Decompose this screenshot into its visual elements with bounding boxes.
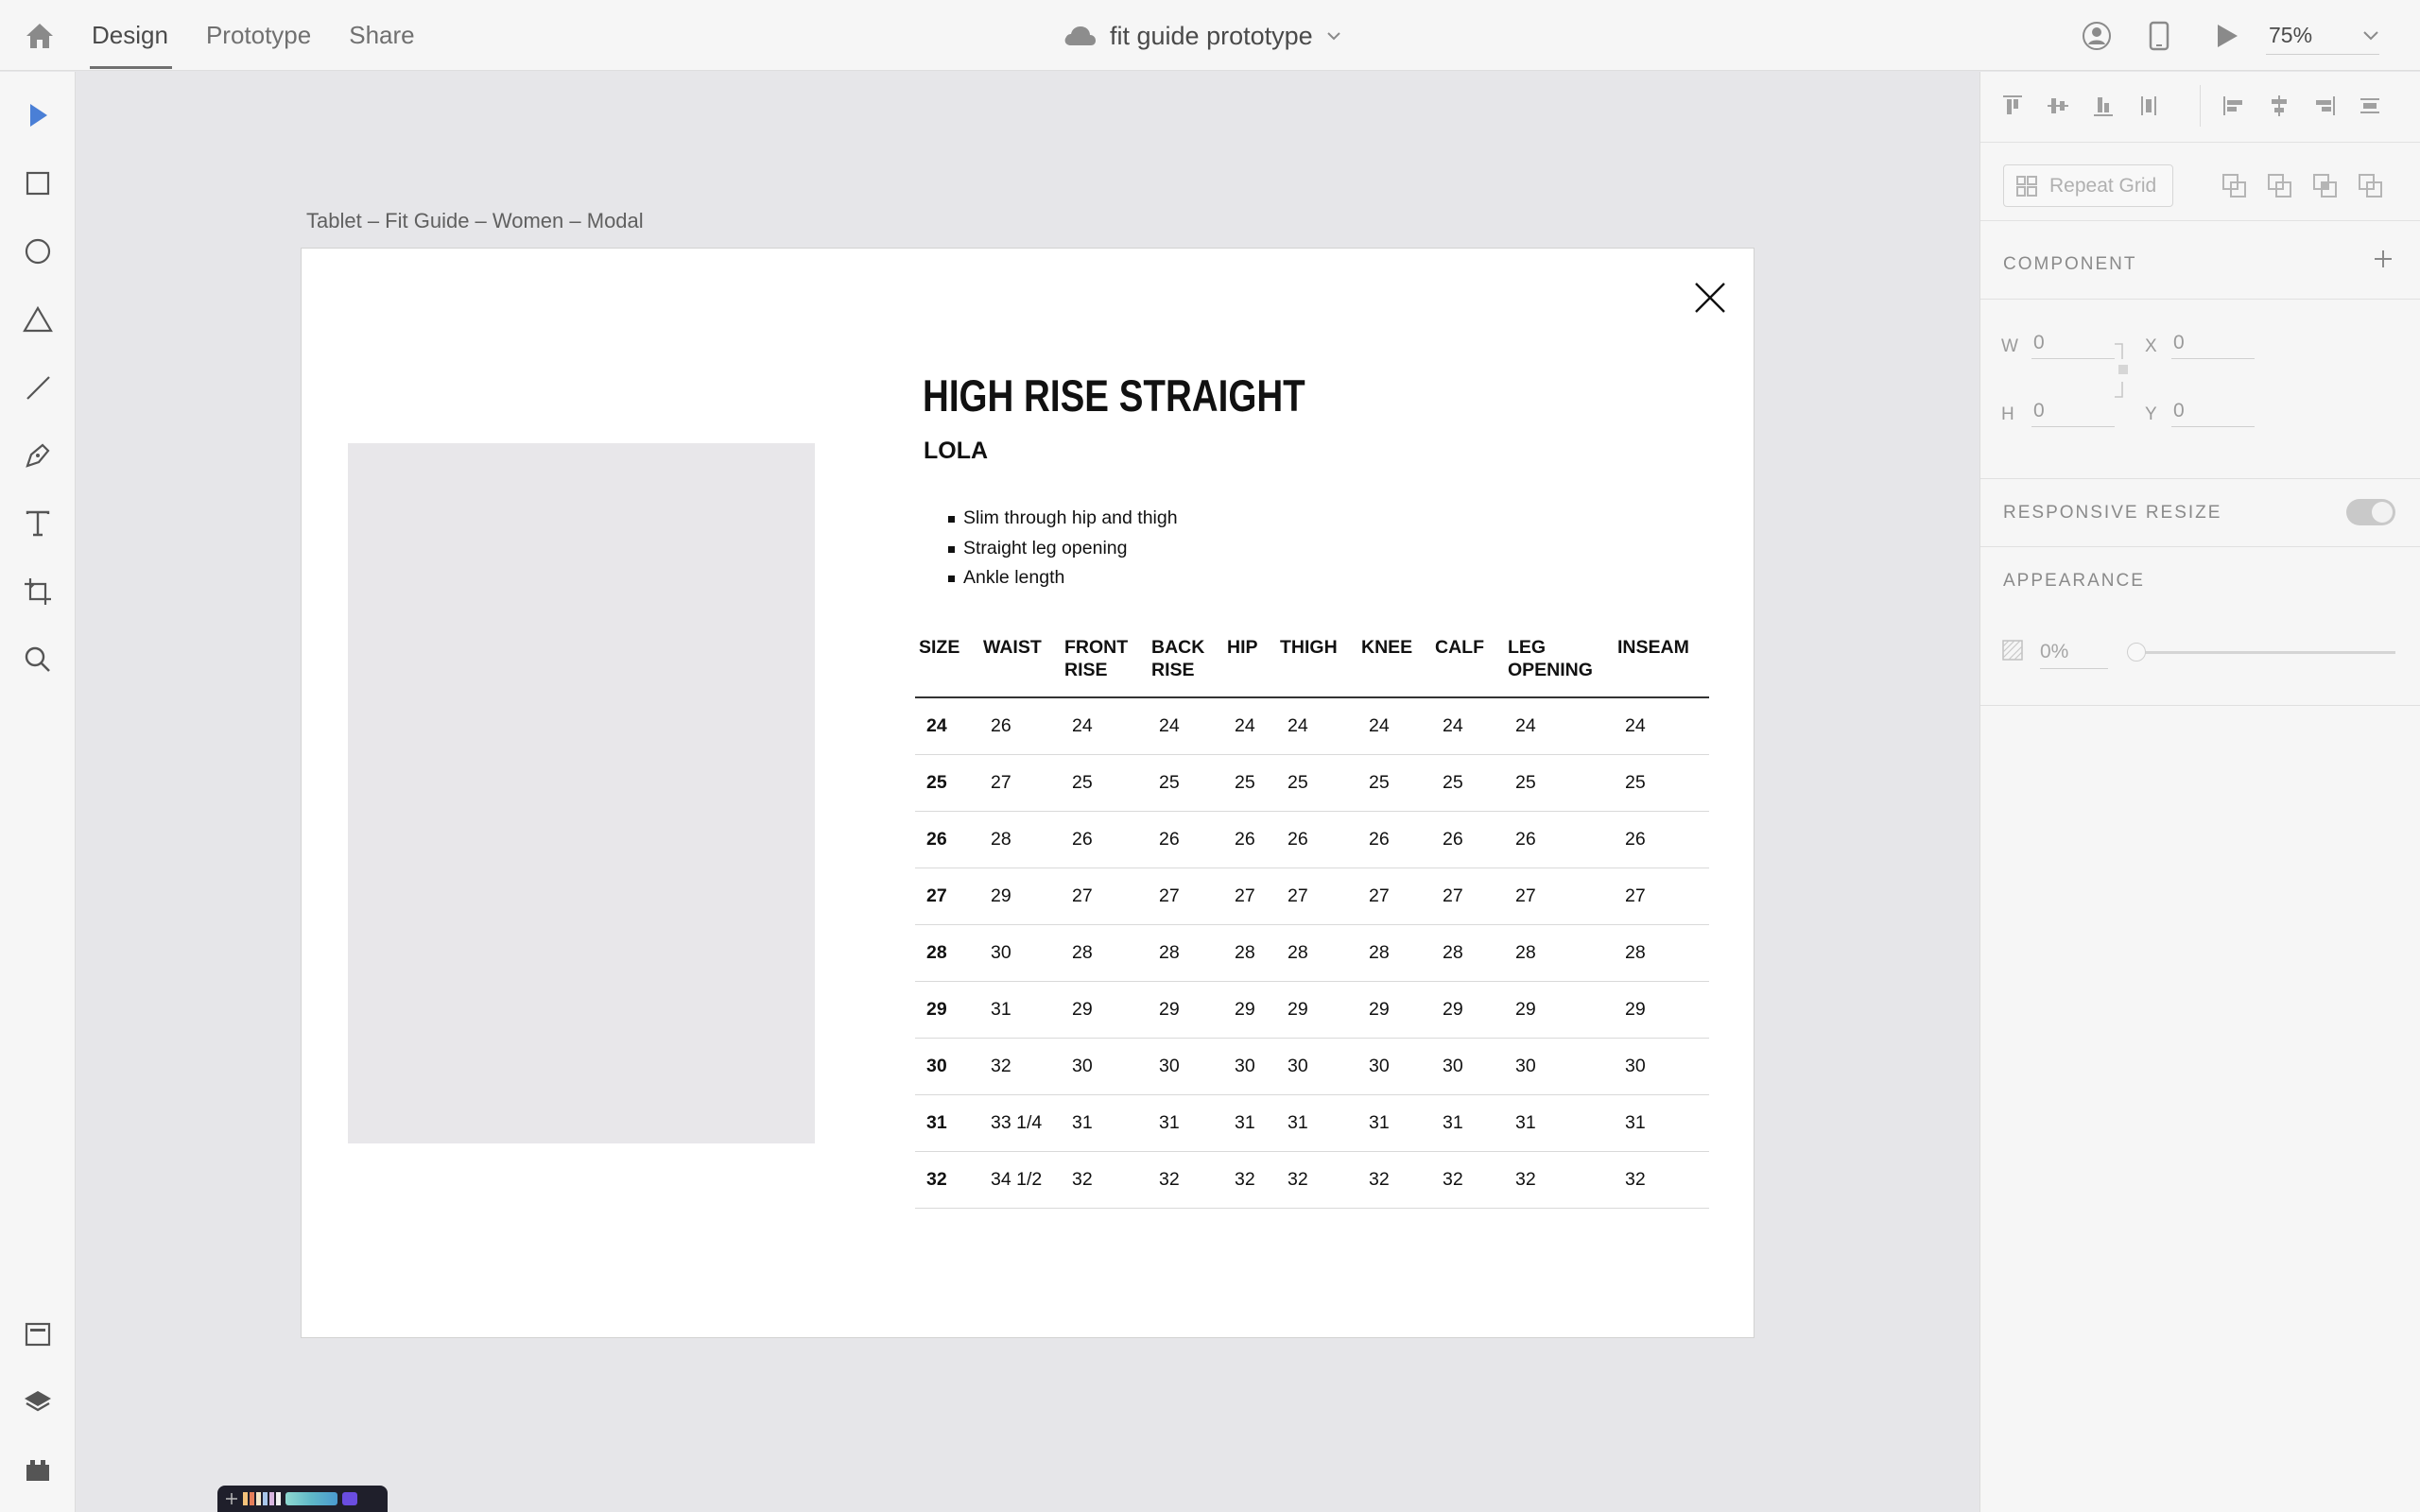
table-row bbox=[915, 1151, 1709, 1208]
table-header-cell bbox=[1357, 627, 1431, 697]
measurement-cell: 27 bbox=[1276, 868, 1357, 924]
size-cell: 29 bbox=[915, 981, 979, 1038]
text-tool-icon bbox=[25, 509, 51, 538]
header-line: RISE bbox=[1064, 660, 1108, 680]
align-middle-icon bbox=[2046, 94, 2070, 118]
header-line: CALF bbox=[1435, 637, 1484, 658]
table-row bbox=[915, 697, 1709, 754]
size-chart-table bbox=[915, 627, 1709, 1209]
plugin-mini-dock[interactable] bbox=[217, 1486, 388, 1512]
ellipse-tool[interactable] bbox=[17, 231, 59, 272]
purple-swatch bbox=[342, 1492, 357, 1505]
measurement-cell: 30 bbox=[1276, 1038, 1357, 1094]
boolean-add-button[interactable] bbox=[2219, 170, 2251, 202]
align-left-button[interactable] bbox=[2217, 89, 2251, 123]
measurement-cell: 25 bbox=[1223, 754, 1276, 811]
table-header-cell bbox=[1148, 627, 1223, 697]
tab-prototype[interactable]: Prototype bbox=[205, 21, 312, 49]
zoom-tool[interactable] bbox=[17, 639, 59, 680]
section-divider bbox=[1980, 299, 2420, 300]
color-swatches bbox=[243, 1492, 281, 1505]
property-inspector bbox=[1979, 72, 2420, 1512]
measurement-cell: 32 bbox=[1148, 1151, 1223, 1208]
measurement-cell: 28 bbox=[1504, 924, 1614, 981]
component-section-label: COMPONENT bbox=[2003, 254, 2137, 274]
table-header-cell bbox=[1276, 627, 1357, 697]
measurement-cell: 30 bbox=[1148, 1038, 1223, 1094]
measurement-cell: 28 bbox=[1614, 924, 1709, 981]
size-cell: 31 bbox=[915, 1094, 979, 1151]
measurement-cell: 30 bbox=[1504, 1038, 1614, 1094]
measurement-cell: 30 bbox=[1431, 1038, 1504, 1094]
measurement-cell: 24 bbox=[1504, 697, 1614, 754]
table-row bbox=[915, 1094, 1709, 1151]
align-top-button[interactable] bbox=[1996, 89, 2030, 123]
measurement-cell: 30 bbox=[1223, 1038, 1276, 1094]
measurement-cell: 24 bbox=[1223, 697, 1276, 754]
document-title: fit guide prototype bbox=[1110, 21, 1313, 50]
opacity-slider-track[interactable] bbox=[2129, 651, 2395, 654]
share-user-button[interactable] bbox=[2080, 19, 2114, 53]
measurement-cell: 25 bbox=[1504, 754, 1614, 811]
measurement-cell: 32 bbox=[1504, 1151, 1614, 1208]
lock-aspect-icon[interactable] bbox=[2113, 342, 2132, 399]
measurement-cell: 29 bbox=[1276, 981, 1357, 1038]
device-preview-button[interactable] bbox=[2142, 19, 2176, 53]
line-tool-icon bbox=[24, 373, 52, 402]
measurement-cell: 27 bbox=[1431, 868, 1504, 924]
measurement-cell: 31 bbox=[1148, 1094, 1223, 1151]
measurement-cell: 30 bbox=[1061, 1038, 1148, 1094]
measurement-cell: 24 bbox=[1357, 697, 1431, 754]
section-divider bbox=[1980, 546, 2420, 547]
measurement-cell: 31 bbox=[1431, 1094, 1504, 1151]
measurement-cell: 29 bbox=[1061, 981, 1148, 1038]
size-cell: 27 bbox=[915, 868, 979, 924]
measurement-cell: 30 bbox=[1357, 1038, 1431, 1094]
product-image-placeholder bbox=[348, 443, 815, 1143]
chevron-down-icon bbox=[1326, 31, 1341, 41]
play-icon bbox=[2215, 23, 2239, 49]
polygon-tool[interactable] bbox=[17, 299, 59, 340]
distribute-horizontal-button[interactable] bbox=[2353, 89, 2387, 123]
ellipse-tool-icon bbox=[24, 237, 52, 266]
measurement-cell: 26 bbox=[1061, 811, 1148, 868]
line-tool[interactable] bbox=[17, 367, 59, 408]
align-right-button[interactable] bbox=[2308, 89, 2342, 123]
measurement-cell: 27 bbox=[1148, 868, 1223, 924]
measurement-cell: 31 bbox=[1223, 1094, 1276, 1151]
gradient-swatch bbox=[285, 1492, 337, 1505]
table-row bbox=[915, 811, 1709, 868]
table-header-cell bbox=[915, 627, 979, 697]
boolean-subtract-button[interactable] bbox=[2264, 170, 2296, 202]
table-header-cell bbox=[979, 627, 1061, 697]
table-row bbox=[915, 868, 1709, 924]
header-line: HIP bbox=[1227, 637, 1258, 658]
measurement-cell: 32 bbox=[1061, 1151, 1148, 1208]
measurement-cell: 26 bbox=[979, 697, 1061, 754]
measurement-cell: 26 bbox=[1504, 811, 1614, 868]
measurement-cell: 26 bbox=[1357, 811, 1431, 868]
feature-item: Ankle length bbox=[948, 563, 1178, 593]
artboard-tool-icon bbox=[23, 576, 53, 607]
layers-icon bbox=[23, 1388, 53, 1417]
measurement-cell: 29 bbox=[1504, 981, 1614, 1038]
align-middle-button[interactable] bbox=[2041, 89, 2075, 123]
table-header-cell bbox=[1614, 627, 1709, 697]
measurement-cell: 27 bbox=[1614, 868, 1709, 924]
user-icon bbox=[2082, 21, 2112, 51]
tab-design[interactable]: Design bbox=[92, 0, 168, 71]
appearance-label: APPEARANCE bbox=[2003, 571, 2145, 591]
feature-item: Straight leg opening bbox=[948, 534, 1178, 564]
measurement-cell: 27 bbox=[1357, 868, 1431, 924]
header-line: INSEAM bbox=[1617, 637, 1689, 658]
table-row bbox=[915, 981, 1709, 1038]
distribute-vertical-icon bbox=[2136, 94, 2161, 118]
size-cell: 25 bbox=[915, 754, 979, 811]
text-tool[interactable] bbox=[17, 503, 59, 544]
toolbar-divider bbox=[2200, 85, 2201, 127]
measurement-cell: 31 bbox=[979, 981, 1061, 1038]
measurement-cell: 32 bbox=[1223, 1151, 1276, 1208]
distribute-horizontal-icon bbox=[2358, 94, 2382, 118]
align-center-icon bbox=[2267, 94, 2291, 118]
align-right-icon bbox=[2312, 94, 2337, 118]
measurement-cell: 25 bbox=[1357, 754, 1431, 811]
artboard-label[interactable]: Tablet – Fit Guide – Women – Modal bbox=[306, 209, 644, 232]
measurement-cell: 29 bbox=[1148, 981, 1223, 1038]
measurement-cell: 29 bbox=[1357, 981, 1431, 1038]
measurement-cell: 26 bbox=[1148, 811, 1223, 868]
select-tool[interactable] bbox=[17, 94, 59, 136]
boolean-intersect-button[interactable] bbox=[2309, 170, 2342, 202]
measurement-cell: 32 bbox=[979, 1038, 1061, 1094]
measurement-cell: 28 bbox=[1276, 924, 1357, 981]
x-label: X bbox=[2145, 336, 2157, 356]
artboard-tool[interactable] bbox=[17, 571, 59, 612]
zoom-tool-icon bbox=[24, 645, 52, 674]
measurement-cell: 25 bbox=[1061, 754, 1148, 811]
measurement-cell: 27 bbox=[1504, 868, 1614, 924]
align-bottom-button[interactable] bbox=[2086, 89, 2120, 123]
measurement-cell: 24 bbox=[1431, 697, 1504, 754]
measurement-cell: 24 bbox=[1148, 697, 1223, 754]
distribute-vertical-button[interactable] bbox=[2132, 89, 2166, 123]
zoom-level-dropdown[interactable] bbox=[2266, 17, 2379, 55]
create-component-button[interactable] bbox=[2366, 242, 2400, 276]
align-top-icon bbox=[2000, 94, 2025, 118]
opacity-field[interactable] bbox=[2040, 635, 2108, 669]
tool-bar bbox=[0, 72, 76, 1512]
responsive-resize-label: RESPONSIVE RESIZE bbox=[2003, 503, 2222, 523]
rectangle-tool-icon bbox=[25, 170, 51, 197]
measurement-cell: 24 bbox=[1614, 697, 1709, 754]
modal-close-button[interactable] bbox=[1689, 277, 1731, 318]
pen-tool-icon bbox=[24, 441, 52, 470]
artboard[interactable] bbox=[301, 248, 1754, 1338]
table-row bbox=[915, 754, 1709, 811]
width-field[interactable] bbox=[2031, 327, 2115, 359]
repeat-grid-label: Repeat Grid bbox=[2049, 174, 2157, 197]
measurement-cell: 28 bbox=[1431, 924, 1504, 981]
section-divider bbox=[1980, 705, 2420, 706]
measurement-cell: 26 bbox=[1614, 811, 1709, 868]
measurement-cell: 29 bbox=[1614, 981, 1709, 1038]
plus-icon bbox=[2373, 249, 2394, 269]
boolean-exclude-button[interactable] bbox=[2355, 170, 2387, 202]
measurement-cell: 34 1/2 bbox=[979, 1151, 1061, 1208]
measurement-cell: 31 bbox=[1357, 1094, 1431, 1151]
height-label: H bbox=[2001, 404, 2014, 424]
layers-button[interactable] bbox=[17, 1382, 59, 1423]
cloud-icon bbox=[1063, 25, 1097, 47]
responsive-resize-toggle[interactable] bbox=[2346, 499, 2395, 525]
size-cell: 24 bbox=[915, 697, 979, 754]
assets-icon bbox=[24, 1321, 52, 1348]
plugins-icon bbox=[24, 1457, 52, 1484]
document-title-dropdown[interactable] bbox=[1063, 17, 1341, 55]
measurement-cell: 25 bbox=[1431, 754, 1504, 811]
size-cell: 30 bbox=[915, 1038, 979, 1094]
measurement-cell: 32 bbox=[1357, 1151, 1431, 1208]
header-line: BACK bbox=[1151, 637, 1205, 658]
measurement-cell: 32 bbox=[1276, 1151, 1357, 1208]
home-button[interactable] bbox=[21, 19, 59, 53]
table-header-row bbox=[915, 627, 1709, 697]
y-field[interactable] bbox=[2171, 395, 2255, 427]
align-toolbar bbox=[1980, 72, 2420, 143]
header-line: KNEE bbox=[1361, 637, 1413, 658]
measurement-cell: 32 bbox=[1614, 1151, 1709, 1208]
measurement-cell: 27 bbox=[979, 754, 1061, 811]
width-label: W bbox=[2001, 336, 2018, 356]
product-name: LOLA bbox=[924, 438, 989, 464]
x-field[interactable] bbox=[2171, 327, 2255, 359]
chevron-down-icon bbox=[2362, 30, 2379, 42]
align-left-icon bbox=[2221, 94, 2246, 118]
measurement-cell: 28 bbox=[1061, 924, 1148, 981]
zoom-level: 75% bbox=[2269, 23, 2313, 47]
measurement-cell: 28 bbox=[1148, 924, 1223, 981]
measurement-cell: 29 bbox=[979, 868, 1061, 924]
boolean-intersect-icon bbox=[2311, 172, 2340, 200]
measurement-cell: 31 bbox=[1276, 1094, 1357, 1151]
preview-play-button[interactable] bbox=[2210, 19, 2244, 53]
product-title: HIGH RISE STRAIGHT bbox=[923, 370, 1305, 421]
feature-list bbox=[948, 504, 1178, 593]
measurement-cell: 31 bbox=[1061, 1094, 1148, 1151]
measurement-cell: 26 bbox=[1431, 811, 1504, 868]
align-center-button[interactable] bbox=[2262, 89, 2296, 123]
move-handle-icon bbox=[225, 1492, 238, 1505]
table-header-cell bbox=[1431, 627, 1504, 697]
home-icon bbox=[25, 22, 55, 50]
measurement-cell: 27 bbox=[1061, 868, 1148, 924]
table-row bbox=[915, 924, 1709, 981]
measurement-cell: 26 bbox=[1223, 811, 1276, 868]
boolean-exclude-icon bbox=[2357, 172, 2385, 200]
boolean-add-icon bbox=[2221, 172, 2249, 200]
measurement-cell: 29 bbox=[1431, 981, 1504, 1038]
measurement-cell: 29 bbox=[1223, 981, 1276, 1038]
header-line: WAIST bbox=[983, 637, 1042, 658]
repeat-grid-icon bbox=[2015, 175, 2038, 198]
measurement-cell: 24 bbox=[1061, 697, 1148, 754]
align-bottom-icon bbox=[2091, 94, 2116, 118]
plugins-button[interactable] bbox=[17, 1450, 59, 1491]
measurement-cell: 28 bbox=[1223, 924, 1276, 981]
boolean-subtract-icon bbox=[2266, 172, 2294, 200]
opacity-slider-thumb[interactable] bbox=[2127, 643, 2146, 662]
table-header-cell bbox=[1061, 627, 1148, 697]
header-line: OPENING bbox=[1508, 660, 1593, 680]
measurement-cell: 30 bbox=[979, 924, 1061, 981]
measurement-cell: 33 1/4 bbox=[979, 1094, 1061, 1151]
measurement-cell: 28 bbox=[979, 811, 1061, 868]
measurement-cell: 24 bbox=[1276, 697, 1357, 754]
device-preview-icon bbox=[2149, 21, 2169, 51]
size-cell: 26 bbox=[915, 811, 979, 868]
measurement-cell: 30 bbox=[1614, 1038, 1709, 1094]
section-divider bbox=[1980, 478, 2420, 479]
workspace-tabs bbox=[92, 0, 415, 71]
close-icon bbox=[1693, 281, 1727, 315]
measurement-cell: 31 bbox=[1504, 1094, 1614, 1151]
select-tool-icon bbox=[26, 102, 49, 129]
measurement-cell: 25 bbox=[1276, 754, 1357, 811]
table-header-cell bbox=[1504, 627, 1614, 697]
header-line: SIZE bbox=[919, 637, 960, 658]
y-label: Y bbox=[2145, 404, 2157, 424]
measurement-cell: 31 bbox=[1614, 1094, 1709, 1151]
polygon-tool-icon bbox=[22, 305, 54, 334]
measurement-cell: 27 bbox=[1223, 868, 1276, 924]
height-field[interactable] bbox=[2031, 395, 2115, 427]
rectangle-tool[interactable] bbox=[17, 163, 59, 204]
header-line: RISE bbox=[1151, 660, 1195, 680]
measurement-cell: 26 bbox=[1276, 811, 1357, 868]
size-cell: 28 bbox=[915, 924, 979, 981]
measurement-cell: 25 bbox=[1614, 754, 1709, 811]
header-line: THIGH bbox=[1280, 637, 1338, 658]
table-header-cell bbox=[1223, 627, 1276, 697]
tab-share[interactable]: Share bbox=[349, 21, 415, 49]
pen-tool[interactable] bbox=[17, 435, 59, 476]
table-row bbox=[915, 1038, 1709, 1094]
opacity-icon bbox=[2001, 639, 2024, 662]
measurement-cell: 28 bbox=[1357, 924, 1431, 981]
header-line: LEG bbox=[1508, 637, 1547, 658]
measurement-cell: 32 bbox=[1431, 1151, 1504, 1208]
feature-item: Slim through hip and thigh bbox=[948, 504, 1178, 534]
top-bar bbox=[0, 0, 2420, 71]
assets-button[interactable] bbox=[17, 1314, 59, 1355]
size-cell: 32 bbox=[915, 1151, 979, 1208]
header-line: FRONT bbox=[1064, 637, 1129, 658]
repeat-grid-button[interactable] bbox=[2003, 164, 2173, 207]
measurement-cell: 25 bbox=[1148, 754, 1223, 811]
